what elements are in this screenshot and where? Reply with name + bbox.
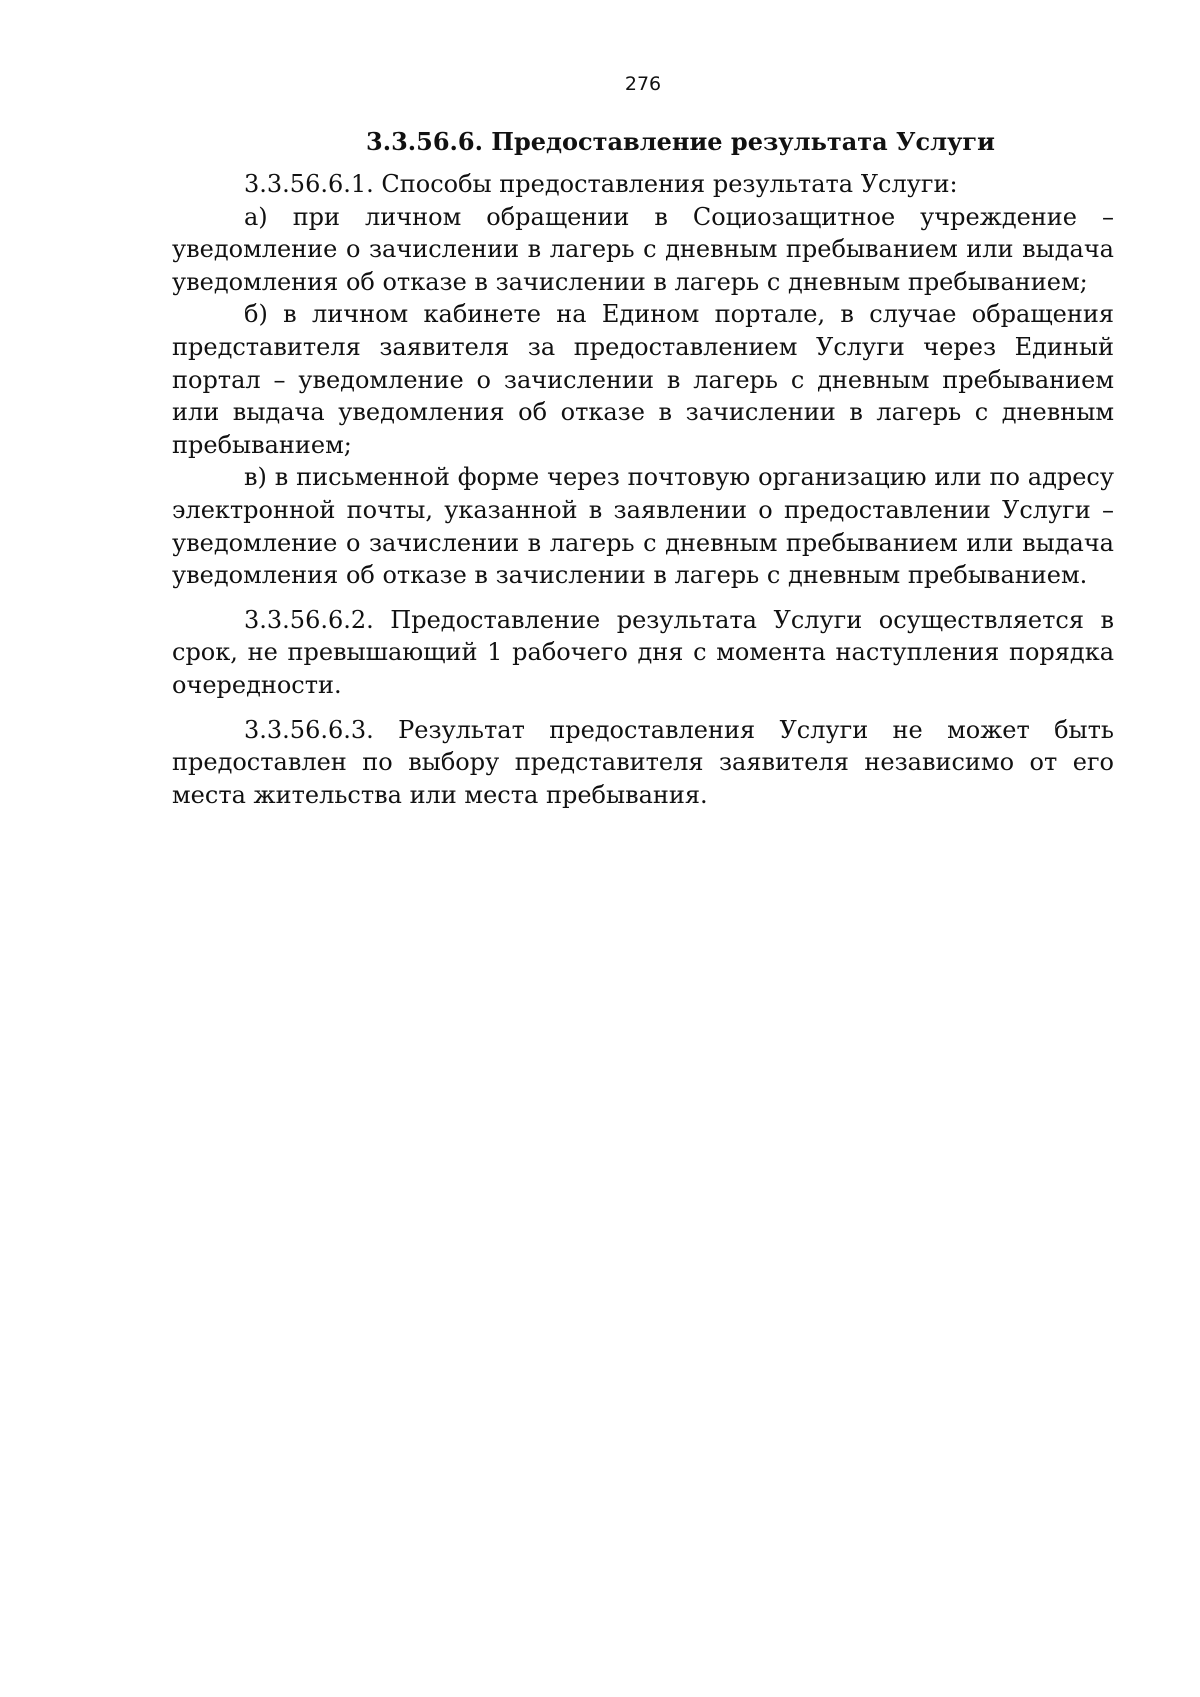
list-item-label: б) [244, 300, 268, 329]
list-item-b [172, 298, 1114, 461]
paragraph-3-3-56-6-3 [172, 714, 1114, 812]
paragraph-3-3-56-6-2 [172, 604, 1114, 702]
paragraph-text: Предоставление результата Услуги осуществляется в срок, не превышающий 1 рабочего дня с момента наступления порядка очередности. [172, 605, 1114, 699]
paragraph-text: Результат предоставления Услуги не может быть предоставлен по выбору представителя заявителя независимо от его места жительства или места пребывания. [172, 715, 1114, 809]
paragraph-label: 3.3.56.6.1. [244, 170, 374, 198]
document-content [172, 126, 1114, 811]
list-item-a [172, 201, 1114, 299]
paragraph-3-3-56-6-1 [172, 168, 1114, 201]
list-item-label: а) [244, 202, 268, 231]
section-heading: 3.3.56.6. Предоставление результата Услуги [366, 127, 995, 156]
paragraph-label: 3.3.56.6.2. [244, 605, 374, 634]
list-item-v [172, 461, 1114, 591]
list-item-label: в) [244, 463, 267, 492]
list-item-text: в письменной форме через почтовую организацию или по адресу электронной почты, указанной в заявлении о предоставлении Услуги – уведомление о зачислении в лагерь с дневным пребыванием или выдача уведомления об отказе в зачислении в лагерь с дневным пребыванием. [172, 463, 1114, 590]
paragraph-text: Способы предоставления результата Услуги: [381, 170, 958, 198]
paragraph-label: 3.3.56.6.3. [244, 715, 374, 744]
list-item-text: в личном кабинете на Едином портале, в случае обращения представителя заявителя за предоставлением Услуги через Единый портал – уведомление о зачислении в лагерь с дневным пребыванием или выдача уведомления об отказе в зачислении в лагерь с дневным пребыванием; [172, 300, 1114, 459]
list-item-text: при личном обращении в Социозащитное учреждение – уведомление о зачислении в лагерь с дневным пребыванием или выдача уведомления об отказе в зачислении в лагерь с дневным пребыванием; [172, 202, 1114, 296]
page-number: 276 [624, 73, 662, 95]
